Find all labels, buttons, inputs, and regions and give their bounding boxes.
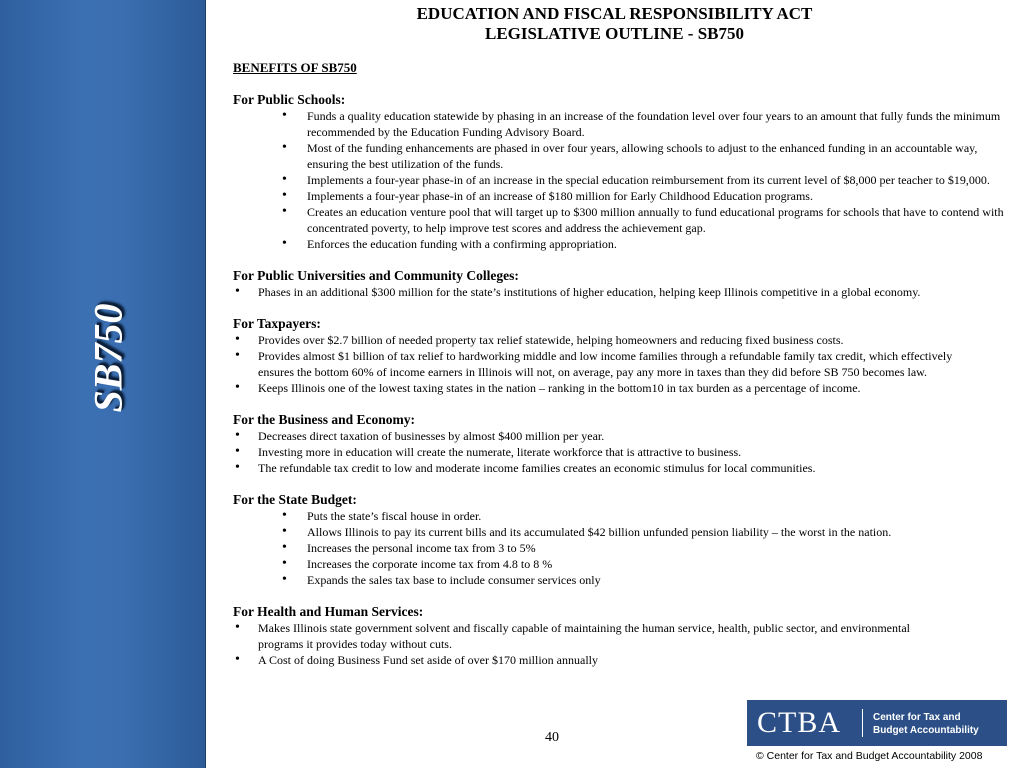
logo-line-2: Budget Accountability <box>873 725 979 736</box>
title-line-2: LEGISLATIVE OUTLINE - SB750 <box>484 24 744 43</box>
benefits-heading: BENEFITS OF SB750 <box>233 60 357 75</box>
list-item: • Creates an education venture pool that will target up to $300 million annually to fund educational programs for schools that have to contend with concentrated poverty, to help improve test scores and address the achievement gap. <box>233 204 1013 236</box>
section-heading-budget: For the State Budget: <box>233 492 357 507</box>
document-body <box>233 0 1013 668</box>
list-item: • Expands the sales tax base to include consumer services only <box>233 572 1013 588</box>
page-number: 40 <box>545 730 559 745</box>
budget-list <box>233 508 1013 588</box>
list-item: • Implements a four-year phase-in of an increase of $180 million for Early Childhood Education programs. <box>233 188 1013 204</box>
list-item: • Decreases direct taxation of businesses by almost $400 million per year. <box>233 428 1013 444</box>
list-item: • The refundable tax credit to low and moderate income families creates an economic stimulus for local communities. <box>233 460 1013 476</box>
list-item: • Allows Illinois to pay its current bills and its accumulated $42 billion unfunded pension liability – the worst in the nation. <box>233 524 1013 540</box>
ctba-logo <box>747 700 1007 746</box>
section-heading-schools: For Public Schools: <box>233 92 346 107</box>
section-heading-universities: For Public Universities and Community Colleges: <box>233 268 519 283</box>
logo-letters: CTBA <box>757 706 842 739</box>
list-item: • Provides almost $1 billion of tax relief to hardworking middle and low income families through a refundable family tax credit, which effectively ensures the bottom 60% of income earners in Illinois will not, on average, pay any more in taxes than they did before SB 750 becomes law. <box>233 348 1013 380</box>
sidebar-band <box>0 0 206 768</box>
section-heading-business: For the Business and Economy: <box>233 412 416 427</box>
health-list <box>233 620 1013 668</box>
list-item: • A Cost of doing Business Fund set aside of over $170 million annually <box>233 652 1013 668</box>
list-item: • Increases the personal income tax from 3 to 5% <box>233 540 1013 556</box>
section-heading-taxpayers: For Taxpayers: <box>233 316 321 331</box>
sidebar-title: SB750 <box>85 303 131 413</box>
logo-organization-name <box>873 711 979 737</box>
title-line-1: EDUCATION AND FISCAL RESPONSIBILITY ACT <box>416 4 813 23</box>
logo-line-1: Center for Tax and <box>873 712 961 723</box>
logo-divider <box>862 709 863 737</box>
list-item: • Phases in an additional $300 million for the state’s institutions of higher education, helping keep Illinois competitive in a global economy. <box>233 284 1013 300</box>
section-heading-health: For Health and Human Services: <box>233 604 424 619</box>
business-list <box>233 428 1013 476</box>
list-item: • Investing more in education will create the numerate, literate workforce that is attractive to business. <box>233 444 1013 460</box>
universities-list <box>233 284 1013 300</box>
list-item: • Enforces the education funding with a confirming appropriation. <box>233 236 1013 252</box>
list-item: • Implements a four-year phase-in of an increase in the special education reimbursement from its current level of $8,000 per teacher to $19,000. <box>233 172 1013 188</box>
list-item: • Keeps Illinois one of the lowest taxing states in the nation – ranking in the bottom10 in tax burden as a percentage of income. <box>233 380 1013 396</box>
copyright-notice: © Center for Tax and Budget Accountability 2008 <box>756 750 983 762</box>
taxpayers-list <box>233 332 1013 396</box>
list-item: • Most of the funding enhancements are phased in over four years, allowing schools to adjust to the enhanced funding in an accountable way, ensuring the best utilization of the funds. <box>233 140 1013 172</box>
list-item: • Makes Illinois state government solvent and fiscally capable of maintaining the human service, health, public sector, and environmental programs it provides today without cuts. <box>233 620 1013 652</box>
list-item: • Increases the corporate income tax from 4.8 to 8 % <box>233 556 1013 572</box>
list-item: • Puts the state’s fiscal house in order. <box>233 508 1013 524</box>
document-title <box>216 4 1013 44</box>
schools-list <box>233 108 1013 252</box>
list-item: • Provides over $2.7 billion of needed property tax relief statewide, helping homeowners and reducing fixed business costs. <box>233 332 1013 348</box>
list-item: • Funds a quality education statewide by phasing in an increase of the foundation level over four years to an amount that fully funds the minimum recommended by the Education Funding Advisory Board. <box>233 108 1013 140</box>
